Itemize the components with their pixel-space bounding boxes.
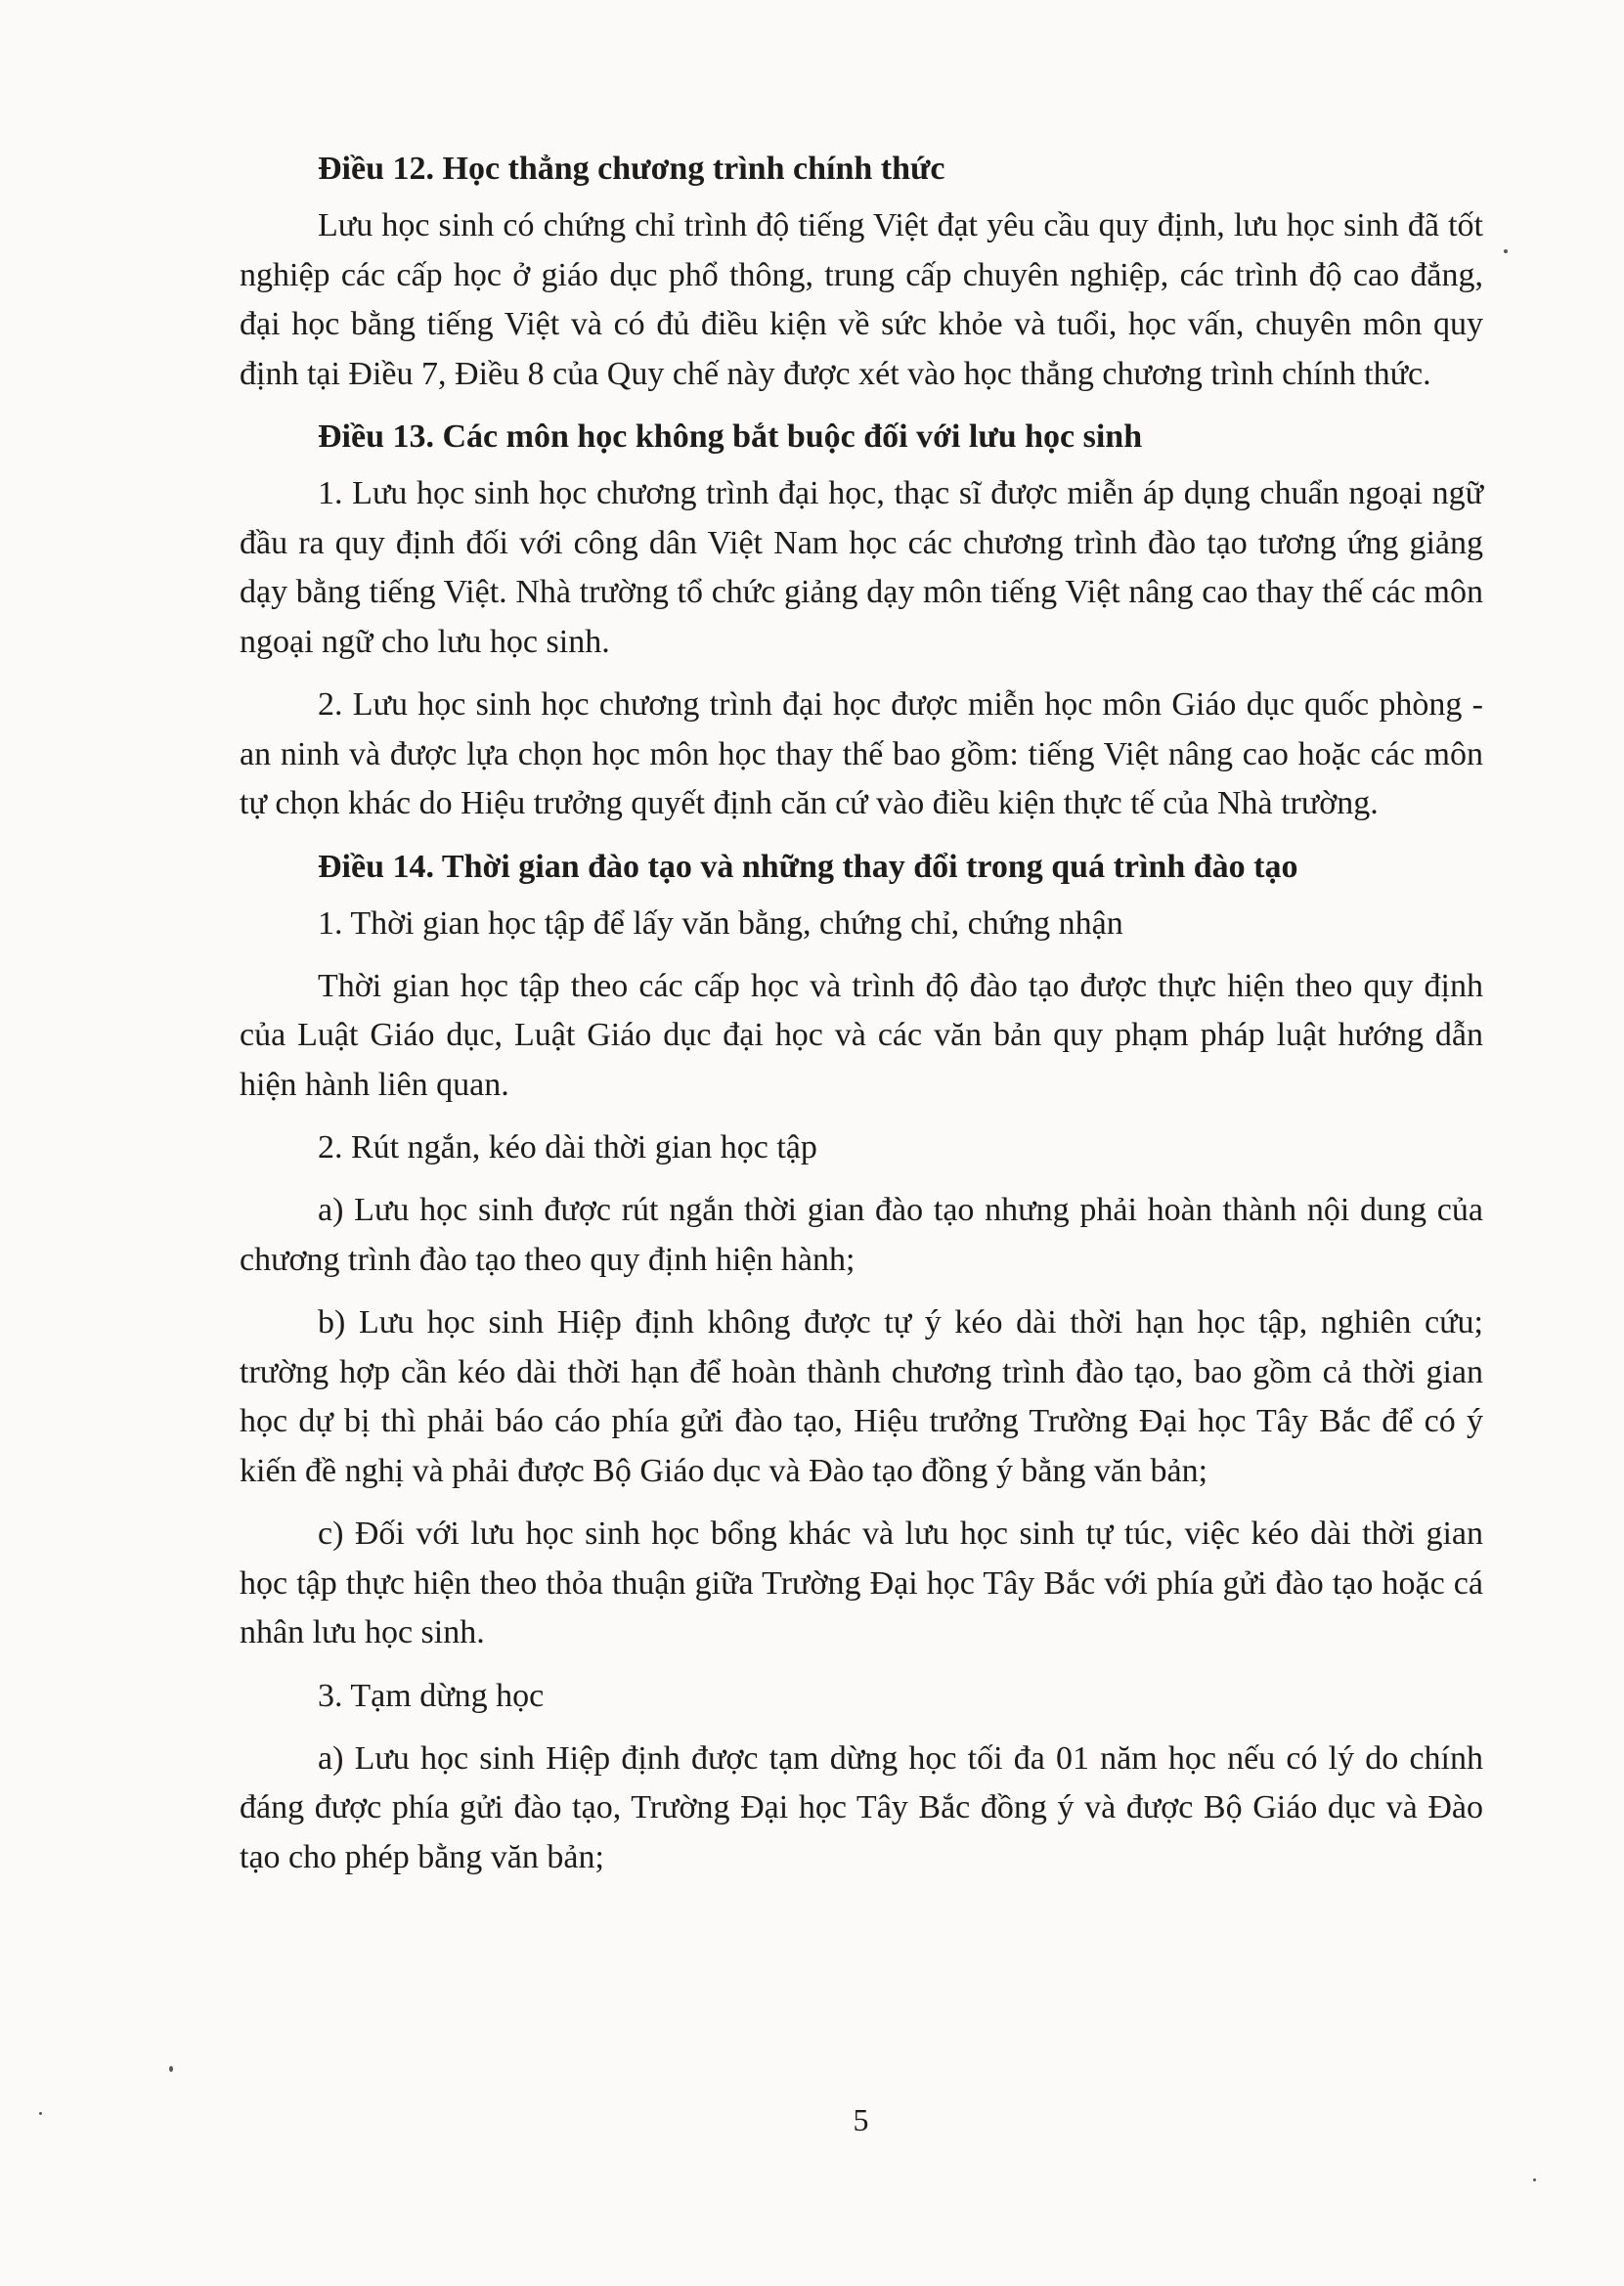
article-13-clause-1: 1. Lưu học sinh học chương trình đại học, thạc sĩ được miễn áp dụng chuẩn ngoại ngữ đầu ra quy định đối với công dân Việt Nam học các chương trình đào tạo tương ứng giảng dạy bằng tiếng Việt. Nhà trường tổ chức giảng dạy môn tiếng Việt nâng cao thay thế các môn ngoại ngữ cho lưu học sinh.	[240, 475, 1483, 660]
scan-speck	[1533, 2178, 1536, 2181]
article-14-clause-2a: a) Lưu học sinh được rút ngắn thời gian đào tạo nhưng phải hoàn thành nội dung của chương trình đào tạo theo quy định hiện hành;	[240, 1192, 1483, 1278]
article-14-clause-2c: c) Đối với lưu học sinh học bổng khác và lưu học sinh tự túc, việc kéo dài thời gian học tập thực hiện theo thỏa thuận giữa Trường Đại học Tây Bắc với phía gửi đào tạo hoặc cá nhân lưu học sinh.	[240, 1516, 1483, 1650]
article-14-heading: Điều 14. Thời gian đào tạo và những thay đổi trong quá trình đào tạo	[318, 848, 1298, 885]
article-13-clause-2: 2. Lưu học sinh học chương trình đại học được miễn học môn Giáo dục quốc phòng - an ninh và được lựa chọn học môn học thay thế bao gồm: tiếng Việt nâng cao hoặc các môn tự chọn khác do Hiệu trưởng quyết định căn cứ vào điều kiện thực tế của Nhà trường.	[240, 686, 1483, 821]
scan-speck	[169, 2066, 173, 2072]
article-14-clause-1-title: 1. Thời gian học tập để lấy văn bằng, chứng chỉ, chứng nhận	[318, 904, 1123, 942]
scan-speck	[1504, 249, 1508, 253]
page-number: 5	[853, 2102, 869, 2137]
article-14-clause-3-title: 3. Tạm dừng học	[318, 1677, 545, 1714]
document-body	[240, 145, 1483, 1896]
article-14-clause-2b: b) Lưu học sinh Hiệp định không được tự ý kéo dài thời hạn học tập, nghiên cứu; trường hợp cần kéo dài thời hạn để hoàn thành chương trình đào tạo, bao gồm cả thời gian học dự bị thì phải báo cáo phía gửi đào tạo, Hiệu trưởng Trường Đại học Tây Bắc để có ý kiến đề nghị và phải được Bộ Giáo dục và Đào tạo đồng ý bằng văn bản;	[240, 1304, 1483, 1489]
article-12-heading: Điều 12. Học thẳng chương trình chính thức	[318, 151, 945, 187]
article-14-clause-1-text: Thời gian học tập theo các cấp học và trình độ đào tạo được thực hiện theo quy định của Luật Giáo dục, Luật Giáo dục đại học và các văn bản quy phạm pháp luật hướng dẫn hiện hành liên quan.	[240, 967, 1483, 1103]
article-13-heading: Điều 13. Các môn học không bắt buộc đối với lưu học sinh	[318, 418, 1143, 455]
article-14-clause-2-title: 2. Rút ngắn, kéo dài thời gian học tập	[318, 1129, 817, 1165]
scan-speck	[39, 2112, 42, 2115]
article-14-clause-3a: a) Lưu học sinh Hiệp định được tạm dừng học tối đa 01 năm học nếu có lý do chính đáng được phía gửi đào tạo, Trường Đại học Tây Bắc đồng ý và được Bộ Giáo dục và Đào tạo cho phép bằng văn bản;	[240, 1739, 1483, 1875]
article-12-paragraph: Lưu học sinh có chứng chỉ trình độ tiếng Việt đạt yêu cầu quy định, lưu học sinh đã tốt nghiệp các cấp học ở giáo dục phổ thông, trung cấp chuyên nghiệp, các trình độ cao đẳng, đại học bằng tiếng Việt và có đủ điều kiện về sức khỏe và tuổi, học vấn, chuyên môn quy định tại Điều 7, Điều 8 của Quy chế này được xét vào học thẳng chương trình chính thức.	[240, 207, 1483, 392]
